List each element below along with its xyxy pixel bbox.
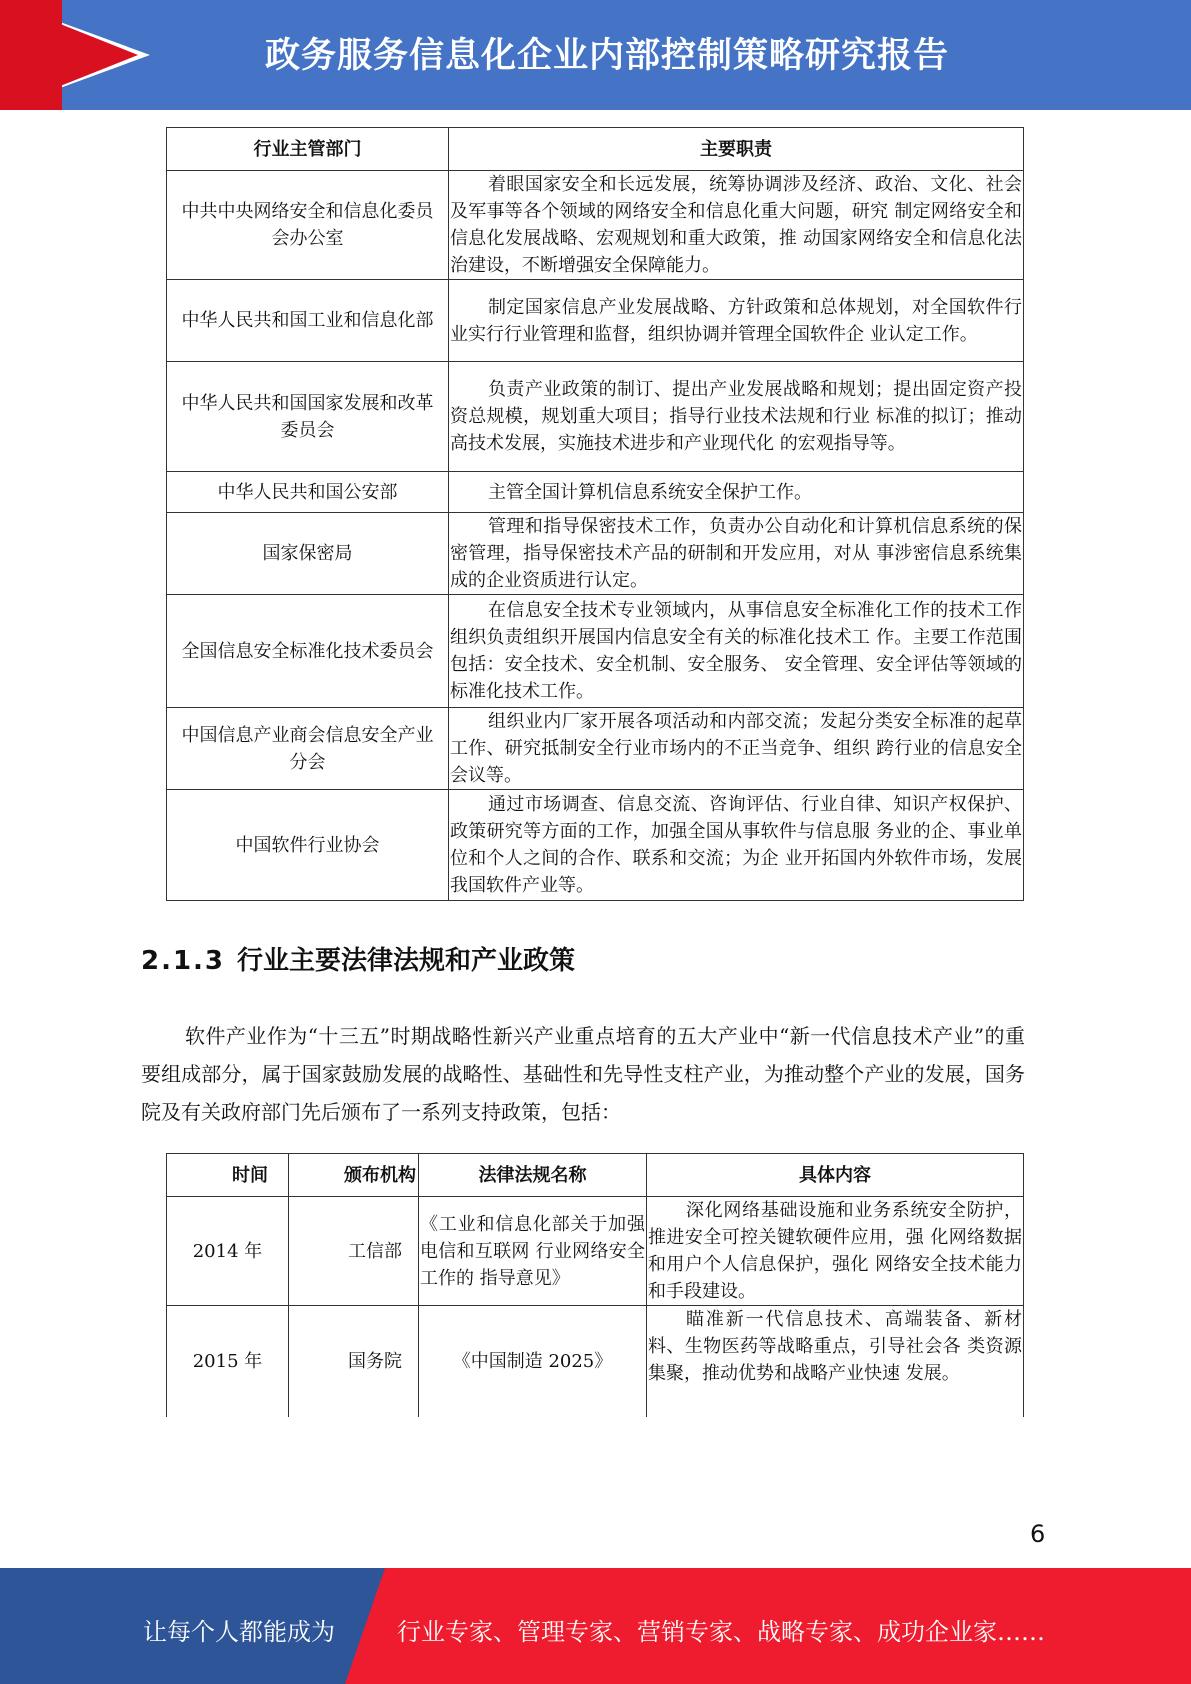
policy-table <box>166 1153 1024 1417</box>
dept-cell: 中华人民共和国公安部 <box>167 472 449 513</box>
column-header-duty: 主要职责 <box>449 128 1024 171</box>
column-header-issuer: 颁布机构 <box>289 1154 419 1197</box>
duty-cell: 主管全国计算机信息系统安全保护工作。 <box>449 472 1024 513</box>
table-row <box>167 472 1024 513</box>
footer-banner <box>0 1568 1191 1684</box>
dept-cell: 中华人民共和国国家发展和改革委员会 <box>167 362 449 472</box>
table-row <box>167 708 1024 790</box>
section-title: 行业主要法律法规和产业政策 <box>237 946 576 976</box>
table-row <box>167 513 1024 595</box>
table-header-row <box>167 128 1024 171</box>
footer-blue-slant <box>345 1568 385 1684</box>
duty-cell: 组织业内厂家开展各项活动和内部交流；发起分类安全标准的起草工作、研究抵制安全行业市场内的不正当竞争、组织 跨行业的信息安全会议等。 <box>449 708 1024 790</box>
table-row <box>167 1197 1024 1306</box>
year-cell: 2014 年 <box>167 1197 289 1306</box>
duty-cell: 负责产业政策的制订、提出产业发展战略和规划；提出固定资产投资总规模，规划重大项目；指导行业技术法规和行业 标准的拟订；推动高技术发展，实施技术进步和产业现代化 的宏观指导等。 <box>449 362 1024 472</box>
dept-cell: 中共中央网络安全和信息化委员会办公室 <box>167 171 449 280</box>
dept-cell: 中国信息产业商会信息安全产业分会 <box>167 708 449 790</box>
table-row <box>167 1306 1024 1417</box>
content-cell: 瞄准新一代信息技术、高端装备、新材料、生物医药等战略重点，引导社会各 类资源集聚，推动优势和战略产业快速 发展。 <box>647 1306 1024 1417</box>
issuer-cell: 国务院 <box>289 1306 419 1417</box>
table-row <box>167 280 1024 362</box>
table-row <box>167 595 1024 708</box>
section-number: 2.1.3 <box>141 946 226 976</box>
column-header-time: 时间 <box>167 1154 289 1197</box>
header-red-block <box>0 0 62 110</box>
duty-cell: 着眼国家安全和长远发展，统筹协调涉及经济、政治、文化、社会及军事等各个领域的网络安全和信息化重大问题，研究 制定网络安全和信息化发展战略、宏观规划和重大政策，推 动国家网络安全和信息化法治建设，不断增强安全保障能力。 <box>449 171 1024 280</box>
issuer-cell: 工信部 <box>289 1197 419 1306</box>
column-header-content: 具体内容 <box>647 1154 1024 1197</box>
column-header-dept: 行业主管部门 <box>167 128 449 171</box>
duty-cell: 管理和指导保密技术工作，负责办公自动化和计算机信息系统的保密管理，指导保密技术产品的研制和开发应用，对从 事涉密信息系统集成的企业资质进行认定。 <box>449 513 1024 595</box>
duty-cell: 在信息安全技术专业领域内，从事信息安全标准化工作的技术工作组织负责组织开展国内信息安全有关的标准化技术工 作。主要工作范围包括：安全技术、安全机制、安全服务、 安全管理、安全评估等领域的标准化技术工作。 <box>449 595 1024 708</box>
footer-slogan-left: 让每个人都能成为 <box>143 1618 335 1646</box>
table-row <box>167 362 1024 472</box>
report-title: 政务服务信息化企业内部控制策略研究报告 <box>265 36 950 76</box>
regulator-table <box>166 127 1024 901</box>
dept-cell: 全国信息安全标准化技术委员会 <box>167 595 449 708</box>
duty-cell: 制定国家信息产业发展战略、方针政策和总体规划，对全国软件行业实行行业管理和监督，组织协调并管理全国软件企 业认定工作。 <box>449 280 1024 362</box>
duty-cell: 通过市场调查、信息交流、咨询评估、行业自律、知识产权保护、政策研究等方面的工作，加强全国从事软件与信息服 务业的企、事业单位和个人之间的合作、联系和交流；为企 业开拓国内外软件市场，发展我国软件产业等。 <box>449 790 1024 901</box>
law-name-cell: 《工业和信息化部关于加强电信和互联网 行业网络安全工作的 指导意见》 <box>419 1197 647 1306</box>
footer-slogan-right: 行业专家、管理专家、营销专家、战略专家、成功企业家…… <box>397 1618 1045 1646</box>
dept-cell: 国家保密局 <box>167 513 449 595</box>
page-number: 6 <box>1030 1520 1046 1548</box>
year-cell: 2015 年 <box>167 1306 289 1417</box>
content-cell: 深化网络基础设施和业务系统安全防护，推进安全可控关键软硬件应用，强 化网络数据和用户个人信息保护，强化 网络安全技术能力和手段建设。 <box>647 1197 1024 1306</box>
section-heading <box>141 940 575 977</box>
table-header-row <box>167 1154 1024 1197</box>
table-row <box>167 171 1024 280</box>
table-row <box>167 790 1024 901</box>
dept-cell: 中国软件行业协会 <box>167 790 449 901</box>
law-name-cell: 《中国制造 2025》 <box>419 1306 647 1417</box>
body-paragraph: 软件产业作为“十三五”时期战略性新兴产业重点培育的五大产业中“新一代信息技术产业”的重要组成部分，属于国家鼓励发展的战略性、基础性和先导性支柱产业，为推动整个产业的发展，国务院及有关政府部门先后颁布了一系列支持政策，包括： <box>141 1024 1025 1124</box>
column-header-law: 法律法规名称 <box>419 1154 647 1197</box>
dept-cell: 中华人民共和国工业和信息化部 <box>167 280 449 362</box>
header-banner <box>0 0 1191 110</box>
